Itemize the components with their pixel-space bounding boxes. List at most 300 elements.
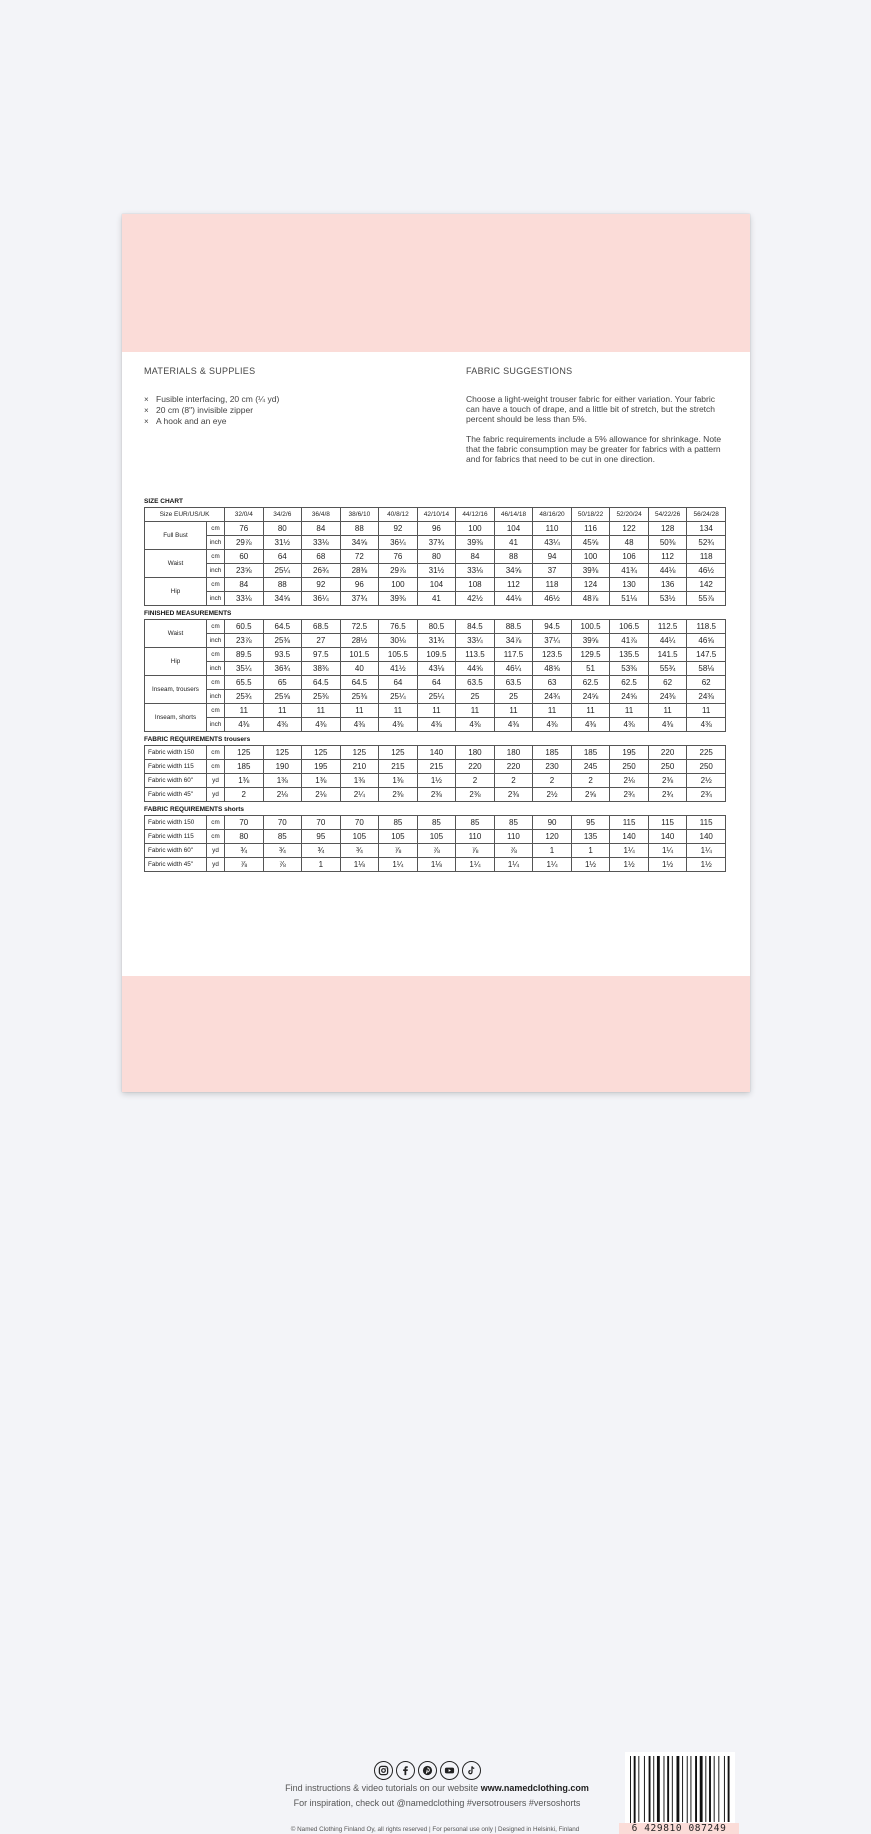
value-cell: 25¼ (263, 564, 302, 578)
unit-cell: inch (207, 690, 225, 704)
value-cell: 115 (687, 816, 726, 830)
value-cell: 180 (456, 746, 495, 760)
value-cell: 95 (571, 816, 610, 830)
materials-section (144, 366, 434, 427)
value-cell: 2⅜ (648, 774, 687, 788)
value-cell: 128 (648, 522, 687, 536)
value-cell: 125 (340, 746, 379, 760)
value-cell: 101.5 (340, 648, 379, 662)
value-cell: 28½ (340, 634, 379, 648)
value-cell: ⅞ (417, 844, 456, 858)
value-cell: 108 (456, 578, 495, 592)
value-cell: 140 (417, 746, 456, 760)
unit-cell: cm (207, 550, 225, 564)
value-cell: 94 (533, 550, 572, 564)
size-header-cell: 34/2/6 (263, 508, 302, 522)
size-header-cell: 38/6/10 (340, 508, 379, 522)
value-cell: 25¼ (379, 690, 418, 704)
barcode-bar (682, 1756, 683, 1822)
value-cell: 2¾ (648, 788, 687, 802)
barcode-bar (714, 1756, 715, 1822)
unit-cell: cm (207, 704, 225, 718)
value-cell: 230 (533, 760, 572, 774)
value-cell: 65.5 (225, 676, 264, 690)
table-row (145, 774, 726, 788)
value-cell: 104 (494, 522, 533, 536)
value-cell: 4⅜ (648, 718, 687, 732)
value-cell: ⅞ (494, 844, 533, 858)
value-cell: 2¼ (340, 788, 379, 802)
value-cell: 53½ (648, 592, 687, 606)
value-cell: 4⅜ (340, 718, 379, 732)
value-cell: 120 (533, 830, 572, 844)
value-cell: 1¼ (610, 844, 649, 858)
value-cell: 2⅛ (302, 788, 341, 802)
size-header-cell: 54/22/26 (648, 508, 687, 522)
unit-cell: cm (207, 816, 225, 830)
unit-cell: inch (207, 634, 225, 648)
value-cell: 245 (571, 760, 610, 774)
value-cell: 31½ (263, 536, 302, 550)
value-cell: 85 (263, 830, 302, 844)
value-cell: 141.5 (648, 648, 687, 662)
size-header-cell: 40/8/12 (379, 508, 418, 522)
value-cell: ⅞ (263, 858, 302, 872)
size-header-cell: 50/18/22 (571, 508, 610, 522)
value-cell: 129.5 (571, 648, 610, 662)
value-cell: ⅞ (456, 844, 495, 858)
value-cell: 112 (648, 550, 687, 564)
value-cell: 1¼ (456, 858, 495, 872)
value-cell: 110 (456, 830, 495, 844)
value-cell: 2⅛ (610, 774, 649, 788)
value-cell: 52¾ (687, 536, 726, 550)
fabric-shorts-table (144, 815, 726, 872)
value-cell: 11 (456, 704, 495, 718)
row-label: Hip (145, 648, 207, 676)
value-cell: 195 (610, 746, 649, 760)
value-cell: 63 (533, 676, 572, 690)
value-cell: 4⅜ (263, 718, 302, 732)
table-row (145, 578, 726, 592)
value-cell: 1¼ (494, 858, 533, 872)
value-cell: 1 (302, 858, 341, 872)
value-cell: 92 (379, 522, 418, 536)
table-row (145, 830, 726, 844)
value-cell: 118 (687, 550, 726, 564)
size-header-cell: 36/4/8 (302, 508, 341, 522)
barcode-bar (672, 1756, 673, 1822)
barcode-bar (695, 1756, 697, 1822)
value-cell: 11 (687, 704, 726, 718)
value-cell: 2 (456, 774, 495, 788)
value-cell: 33¼ (456, 634, 495, 648)
barcode-bar (724, 1756, 725, 1822)
value-cell: 2½ (687, 774, 726, 788)
value-cell: 125 (225, 746, 264, 760)
value-cell: 1½ (417, 774, 456, 788)
value-cell: 4⅜ (687, 718, 726, 732)
value-cell: 36¼ (379, 536, 418, 550)
unit-cell: cm (207, 746, 225, 760)
value-cell: 1½ (610, 858, 649, 872)
value-cell: 2⅜ (456, 788, 495, 802)
facebook-icon[interactable] (396, 1761, 415, 1780)
value-cell: 195 (302, 760, 341, 774)
table-row (145, 536, 726, 550)
value-cell: 100 (456, 522, 495, 536)
value-cell: 85 (494, 816, 533, 830)
value-cell: 37¼ (533, 634, 572, 648)
value-cell: 1⅛ (417, 858, 456, 872)
fabric-trousers-title: FABRIC REQUIREMENTS trousers (144, 736, 251, 743)
value-cell: 2⅜ (417, 788, 456, 802)
value-cell: 1 (533, 844, 572, 858)
value-cell: 2⅛ (263, 788, 302, 802)
value-cell: 45⅝ (571, 536, 610, 550)
value-cell: 4⅜ (571, 718, 610, 732)
barcode-bar (664, 1756, 665, 1822)
row-label: Hip (145, 578, 207, 606)
value-cell: 36¼ (302, 592, 341, 606)
value-cell: ⅞ (225, 858, 264, 872)
value-cell: 64 (379, 676, 418, 690)
value-cell: 11 (648, 704, 687, 718)
value-cell: 140 (648, 830, 687, 844)
youtube-icon[interactable] (440, 1761, 459, 1780)
value-cell: 60.5 (225, 620, 264, 634)
fabric-paragraph: The fabric requirements include a 5% allowance for shrinkage. Note that the fabric consumption may be greater for fabrics with a pattern and for fabrics that need to be cut in one direction. (466, 434, 722, 464)
copyright-line: © Named Clothing Finland Oy, all rights reserved | For personal use only | Designed in Helsinki, Finland (290, 1826, 580, 1833)
value-cell: 112.5 (648, 620, 687, 634)
value-cell: 34⅞ (494, 634, 533, 648)
top-pink-band (122, 214, 750, 352)
value-cell: 115 (610, 816, 649, 830)
unit-cell: cm (207, 578, 225, 592)
unit-cell: cm (207, 648, 225, 662)
value-cell: 11 (417, 704, 456, 718)
value-cell: 185 (571, 746, 610, 760)
size-header-cell: 46/14/18 (494, 508, 533, 522)
value-cell: 124 (571, 578, 610, 592)
value-cell: 11 (571, 704, 610, 718)
value-cell: 39⅜ (456, 536, 495, 550)
unit-cell: yd (207, 844, 225, 858)
value-cell: 70 (340, 816, 379, 830)
value-cell: 25⅝ (263, 690, 302, 704)
value-cell: ¾ (340, 844, 379, 858)
value-cell: 97.5 (302, 648, 341, 662)
value-cell: 210 (340, 760, 379, 774)
value-cell: 55⅞ (687, 592, 726, 606)
barcode-bar (718, 1756, 719, 1822)
instagram-icon[interactable] (374, 1761, 393, 1780)
value-cell: 1¼ (648, 844, 687, 858)
value-cell: 225 (687, 746, 726, 760)
value-cell: 76 (379, 550, 418, 564)
value-cell: 116 (571, 522, 610, 536)
value-cell: 1½ (687, 858, 726, 872)
size-header-cell: 42/10/14 (417, 508, 456, 522)
value-cell: 125 (263, 746, 302, 760)
website-line-text: Find instructions & video tutorials on our website (285, 1783, 481, 1793)
barcode-bar (638, 1756, 639, 1822)
value-cell: 26¾ (302, 564, 341, 578)
table-row (145, 844, 726, 858)
value-cell: 90 (533, 816, 572, 830)
value-cell: 84 (302, 522, 341, 536)
value-cell: 62.5 (610, 676, 649, 690)
value-cell: 4⅜ (494, 718, 533, 732)
unit-cell: inch (207, 536, 225, 550)
value-cell: 25⅜ (263, 634, 302, 648)
value-cell: 2 (571, 774, 610, 788)
value-cell: 2 (225, 788, 264, 802)
value-cell: 34⅝ (494, 564, 533, 578)
unit-cell: cm (207, 620, 225, 634)
value-cell: 36¾ (263, 662, 302, 676)
table-row (145, 858, 726, 872)
value-cell: 84 (225, 578, 264, 592)
value-cell: 4⅜ (456, 718, 495, 732)
value-cell: 70 (263, 816, 302, 830)
barcode-bar (690, 1756, 691, 1822)
value-cell: 31¾ (417, 634, 456, 648)
unit-cell: inch (207, 718, 225, 732)
table-row (145, 704, 726, 718)
value-cell: 70 (225, 816, 264, 830)
value-cell: 1¼ (379, 858, 418, 872)
unit-cell: cm (207, 522, 225, 536)
unit-cell: yd (207, 774, 225, 788)
value-cell: 48⅝ (533, 662, 572, 676)
value-cell: 68.5 (302, 620, 341, 634)
value-cell: 62 (648, 676, 687, 690)
value-cell: 118 (533, 578, 572, 592)
value-cell: 70 (302, 816, 341, 830)
value-cell: 96 (340, 578, 379, 592)
value-cell: 11 (533, 704, 572, 718)
value-cell: 110 (494, 830, 533, 844)
value-cell: 11 (263, 704, 302, 718)
value-cell: 100 (379, 578, 418, 592)
table-row (145, 550, 726, 564)
supply-item: × A hook and an eye (144, 416, 434, 427)
value-cell: 84.5 (456, 620, 495, 634)
value-cell: 2 (533, 774, 572, 788)
value-cell: 106.5 (610, 620, 649, 634)
value-cell: 112 (494, 578, 533, 592)
value-cell: 11 (610, 704, 649, 718)
value-cell: 125 (302, 746, 341, 760)
value-cell: 44⅝ (456, 662, 495, 676)
value-cell: 130 (610, 578, 649, 592)
value-cell: 2¾ (687, 788, 726, 802)
table-row (145, 648, 726, 662)
value-cell: 41 (494, 536, 533, 550)
table-row (145, 788, 726, 802)
value-cell: 25¾ (225, 690, 264, 704)
value-cell: 39⅜ (571, 564, 610, 578)
barcode-bar (657, 1756, 660, 1822)
value-cell: 76.5 (379, 620, 418, 634)
value-cell: 88 (494, 550, 533, 564)
supply-item: × 20 cm (8") invisible zipper (144, 405, 434, 416)
value-cell: 140 (610, 830, 649, 844)
value-cell: ¾ (263, 844, 302, 858)
tiktok-icon[interactable] (462, 1761, 481, 1780)
value-cell: 40 (340, 662, 379, 676)
value-cell: 96 (417, 522, 456, 536)
value-cell: 31½ (417, 564, 456, 578)
value-cell: 80 (263, 522, 302, 536)
value-cell: 88.5 (494, 620, 533, 634)
value-cell: 89.5 (225, 648, 264, 662)
barcode-bar (630, 1756, 631, 1826)
finished-measurements-table (144, 619, 726, 732)
value-cell: 23⅞ (225, 634, 264, 648)
value-cell: 62 (687, 676, 726, 690)
barcode-bar (728, 1756, 730, 1822)
fabric-paragraph: Choose a light-weight trouser fabric for either variation. Your fabric can have a touch of drape, and a little bit of stretch, but the stretch percent should be less than 5%. (466, 394, 716, 424)
website-link[interactable]: www.namedclothing.com (480, 1783, 589, 1793)
value-cell: 122 (610, 522, 649, 536)
value-cell: 1¼ (687, 844, 726, 858)
value-cell: 80.5 (417, 620, 456, 634)
row-label: Inseam, shorts (145, 704, 207, 732)
value-cell: 105 (379, 830, 418, 844)
value-cell: 24⅜ (648, 690, 687, 704)
value-cell: 4⅜ (379, 718, 418, 732)
value-cell: 25⅜ (340, 690, 379, 704)
value-cell: 63.5 (494, 676, 533, 690)
value-cell: 2¾ (610, 788, 649, 802)
size-header-label: Size EUR/US/UK (145, 508, 225, 522)
charts-area (144, 496, 726, 874)
size-header-cell: 56/24/28 (687, 508, 726, 522)
value-cell: 1⅜ (263, 774, 302, 788)
value-cell: 46½ (687, 564, 726, 578)
value-cell: 64.5 (263, 620, 302, 634)
value-cell: 92 (302, 578, 341, 592)
size-header-row (145, 508, 726, 522)
value-cell: 220 (456, 760, 495, 774)
value-cell: 39⅜ (379, 592, 418, 606)
value-cell: ⅞ (379, 844, 418, 858)
table-row (145, 634, 726, 648)
value-cell: 53⅜ (610, 662, 649, 676)
value-cell: 142 (687, 578, 726, 592)
value-cell: 117.5 (494, 648, 533, 662)
value-cell: ¾ (225, 844, 264, 858)
value-cell: 38⅜ (302, 662, 341, 676)
value-cell: 190 (263, 760, 302, 774)
value-cell: 51 (571, 662, 610, 676)
barcode (625, 1752, 735, 1832)
value-cell: 64.5 (340, 676, 379, 690)
value-cell: 4⅜ (610, 718, 649, 732)
size-header-cell: 52/20/24 (610, 508, 649, 522)
value-cell: 27 (302, 634, 341, 648)
value-cell: 48⅞ (571, 592, 610, 606)
value-cell: 100.5 (571, 620, 610, 634)
value-cell: 1½ (571, 858, 610, 872)
value-cell: 135.5 (610, 648, 649, 662)
materials-heading: MATERIALS & SUPPLIES (144, 366, 256, 376)
value-cell: 185 (225, 760, 264, 774)
table-row (145, 662, 726, 676)
value-cell: 136 (648, 578, 687, 592)
value-cell: 44¼ (648, 634, 687, 648)
value-cell: 85 (417, 816, 456, 830)
value-cell: 44⅛ (648, 564, 687, 578)
barcode-bar (709, 1756, 711, 1822)
unit-cell: yd (207, 788, 225, 802)
value-cell: 95 (302, 830, 341, 844)
inspiration-line: For inspiration, check out @namedclothing #versotrousers #versoshorts (293, 1798, 581, 1808)
supplies-list (144, 394, 434, 427)
table-row (145, 760, 726, 774)
value-cell: 4⅜ (302, 718, 341, 732)
barcode-bar (667, 1756, 669, 1822)
value-cell: 11 (302, 704, 341, 718)
value-cell: 30⅛ (379, 634, 418, 648)
table-row (145, 620, 726, 634)
value-cell: 2⅝ (571, 788, 610, 802)
value-cell: ¾ (302, 844, 341, 858)
value-cell: 24⅝ (571, 690, 610, 704)
value-cell: 11 (379, 704, 418, 718)
barcode-bar (653, 1756, 654, 1822)
pinterest-icon[interactable] (418, 1761, 437, 1780)
value-cell: 215 (379, 760, 418, 774)
value-cell: 39⅝ (571, 634, 610, 648)
value-cell: 25⅜ (302, 690, 341, 704)
unit-cell: inch (207, 662, 225, 676)
value-cell: 55¾ (648, 662, 687, 676)
unit-cell: cm (207, 676, 225, 690)
value-cell: 35¼ (225, 662, 264, 676)
row-label: Waist (145, 550, 207, 578)
value-cell: 64.5 (302, 676, 341, 690)
value-cell: 93.5 (263, 648, 302, 662)
value-cell: 37¾ (340, 592, 379, 606)
value-cell: 41¾ (610, 564, 649, 578)
value-cell: 64 (263, 550, 302, 564)
barcode-bar (705, 1756, 706, 1822)
value-cell: 33⅛ (456, 564, 495, 578)
table-row (145, 746, 726, 760)
value-cell: 180 (494, 746, 533, 760)
bottom-pink-band (122, 976, 750, 1834)
value-cell: 46⅝ (687, 634, 726, 648)
value-cell: 72 (340, 550, 379, 564)
value-cell: 50⅜ (648, 536, 687, 550)
value-cell: 105 (417, 830, 456, 844)
value-cell: 58⅛ (687, 662, 726, 676)
value-cell: 85 (379, 816, 418, 830)
value-cell: 25¼ (417, 690, 456, 704)
unit-cell: cm (207, 760, 225, 774)
value-cell: 250 (648, 760, 687, 774)
unit-cell: cm (207, 830, 225, 844)
row-label: Inseam, trousers (145, 676, 207, 704)
value-cell: 105.5 (379, 648, 418, 662)
barcode-bar (700, 1756, 703, 1822)
value-cell: 33⅛ (225, 592, 264, 606)
value-cell: 185 (533, 746, 572, 760)
value-cell: 43⅛ (417, 662, 456, 676)
